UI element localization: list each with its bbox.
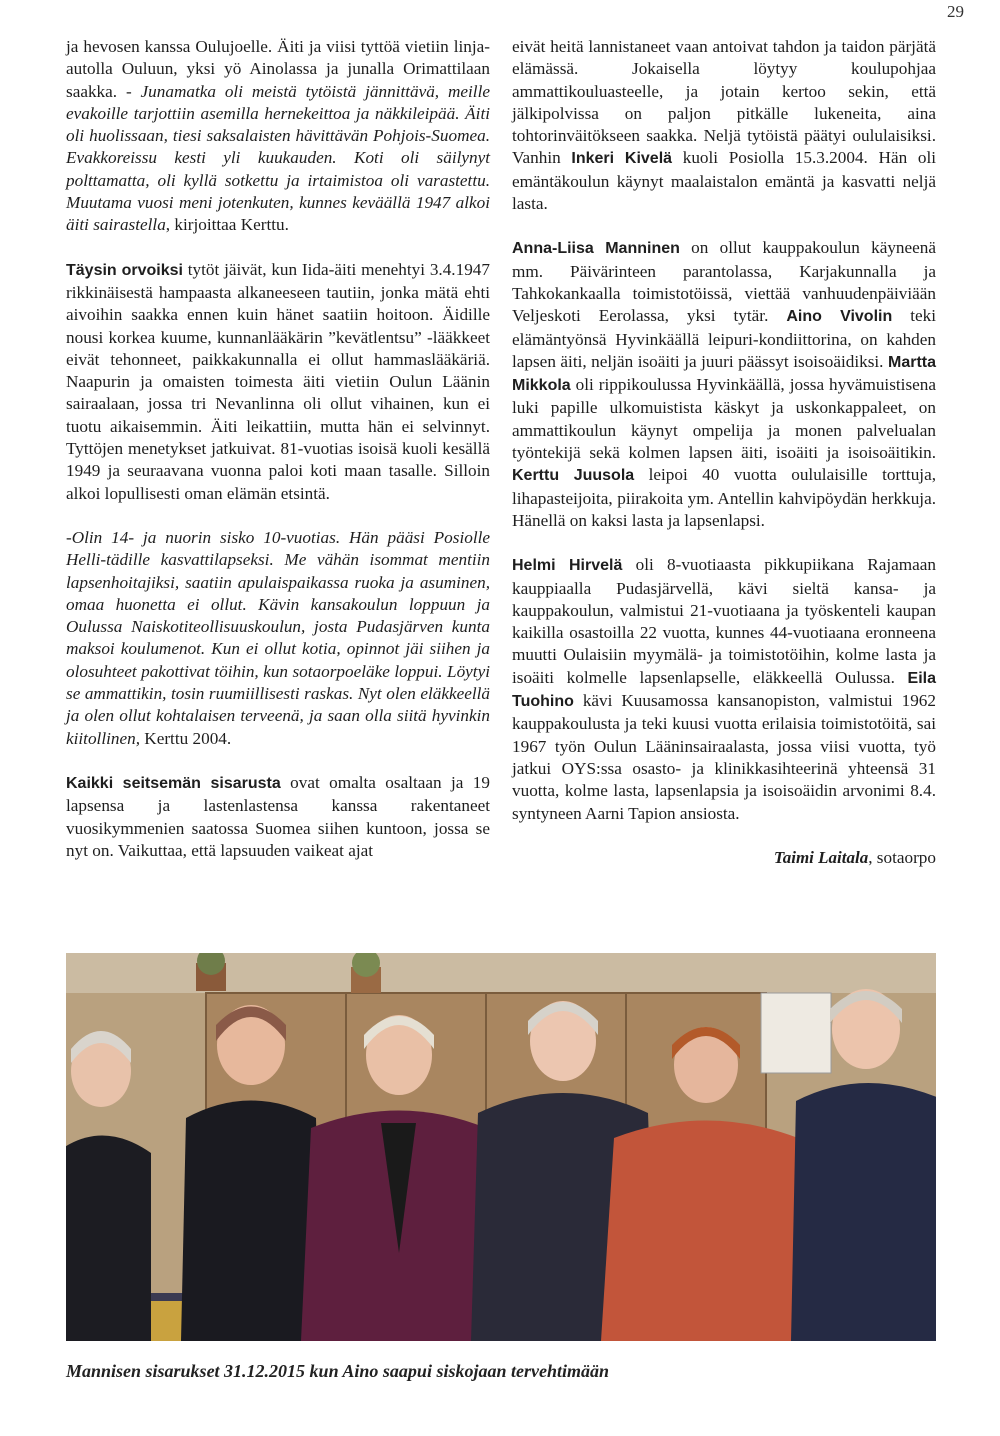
paragraph-evacuation	[66, 36, 490, 237]
text-run: oli rippikoulussa Hyvinkäällä, jossa hyvämuistisena luki papille ulkomuistista käskyt ja uskonkappaleet, on ammattikoulun käynyt ompelija ja monen palvelualan työntekijä sekä kolmen lapsen äiti, isoäiti ja isoisoäitikin.	[512, 375, 936, 463]
text-run: on ollut kauppakoulun käyneenä mm. Päivärinteen parantolassa, Karjakunnalla ja Tahkokankaalla toimistotöissä, viettää vanhuudenpäiviään Veljeskoti Eerolassa, yksi tytär.	[512, 238, 936, 326]
right-column	[512, 36, 936, 869]
text-run: ja hevosen kanssa Oulujoelle. Äiti ja viisi tyttöä vietiin linja-autolla Ouluun, yksi yö Ainolassa ja junalla Orimattilaan saakka. -	[66, 37, 490, 101]
paragraph-helmi-eila	[512, 554, 936, 825]
text-run: leipoi 40 vuotta oululaisille torttuja, lihapasteijoita, piirakoita ym. Antellin kahvipöydän herkkuja. Hänellä on kaksi lasta ja lapsenlapsi.	[512, 465, 937, 530]
lead-in-heading: Täysin orvoiksi	[66, 261, 183, 279]
paragraph-siblings	[66, 772, 490, 862]
paragraph-sisters	[512, 237, 936, 532]
author-signature	[512, 847, 936, 869]
person-name: Helmi Hirvelä	[512, 557, 623, 575]
person-name: Eila Tuohino	[512, 669, 936, 711]
text-run: eivät heitä lannistaneet vaan antoivat tahdon ja taidon pärjätä elämässä. Jokaisella löytyy koulupohjaa ammattikouluasteelle, ja jotain kertoo sekin, että jälkipolvissa on paljon pitkälle lukeneita, aina tohtorinväitökseen saakka. Neljä tytöistä päätyi oululaisiksi. Vanhin	[512, 37, 936, 168]
person-name: Aino Vivolin	[786, 308, 893, 326]
page-number: 29	[947, 2, 964, 21]
quote-run: Junamatka oli meistä tytöistä jännittävä, meille evakoille tarjottiin asemilla hernekeittoa ja näkkileipää. Äiti oli huolissaan, tiesi saksalaisten hävittävän Pohjois-Suomea. Evakkoreissu kesti yli kuukauden. Koti oli säilynyt polttamatta, oli kyllä sotkettu ja irtaimistoa oli varastettu. Muutama vuosi meni jotenkuten, kunnes keväällä 1947 alkoi äiti sairastella	[66, 81, 490, 235]
person-name: Inkeri Kivelä	[571, 150, 673, 168]
text-run: , kirjoittaa Kerttu.	[165, 215, 289, 235]
group-photo	[66, 953, 936, 1341]
paragraph-orphans	[66, 259, 490, 505]
left-column	[66, 36, 490, 884]
person-name: Anna-Liisa Manninen	[512, 240, 680, 258]
quote-run: -Olin 14- ja nuorin sisko 10-vuotias. Hän pääsi Posiolle Helli-tädille kasvattilapseksi. Me vähän isommat mentiin lapsenhoitajiksi, saatiin apulaispaikassa ruoka ja asuminen, omaa huonetta ei ollut. Kävin kansakoulun loppuun ja Oulussa Naiskotiteollisuuskoulun, josta Pudasjärven kunta maksoi koulumenot. Kun ei ollut kotia, opinnot jäi siihen ja olosuhteet pakottivat töihin, kun sotaorpoeläke loppui. Löytyi se ammattikin, tosin ruumiillisesti raskas. Nyt olen eläkkeellä ja olen ollut kohtalaisen terveenä, ja saan olla siitä hyvinkin kiitollinen,	[66, 527, 490, 748]
photo-caption: Mannisen sisarukset 31.12.2015 kun Aino saapui siskojaan tervehtimään	[66, 1361, 609, 1381]
paragraph-quote	[66, 527, 490, 750]
author-role: , sotaorpo	[868, 847, 936, 867]
lead-in-heading: Kaikki seitsemän sisarusta	[66, 774, 281, 792]
paragraph-inkeri	[512, 36, 936, 215]
text-run: ovat omalta osaltaan ja 19 lapsensa ja lastenlastensa kanssa rakentaneet vuosikymmenien saatossa Suomea siihen kuntoon, jossa se nyt on. Vaikuttaa, että lapsuuden vaikeat ajat	[66, 772, 490, 860]
text-run: oli 8-vuotiaasta pikkupiikana Rajamaan kauppiaalla Pudasjärvellä, kävi sieltä kansa- ja kauppakoulun, valmistui 21-vuotiaana ja työskenteli kaupan kaikilla osastoilla 22 vuotta, kunnes 44-vuotiaana eronneena muutti Oulaisiin myymälä- ja toimistotöihin, kolme lasta ja isoäiti kolmelle lapsenlapselle, eläkkeellä Oulussa.	[512, 555, 936, 687]
text-run: Kerttu 2004.	[140, 728, 232, 748]
text-run: teki elämäntyönsä Hyvinkäällä leipuri-kondiittorina, on kahden lapsen äiti, neljän isoäiti ja juuri päässyt isoisoäidiksi.	[512, 306, 937, 371]
text-run: kävi Kuusamossa kansanopiston, valmistui 1962 kauppakoulusta ja teki kuusi vuotta erilaisia toimistotöitä, sai 1967 työn Oulun Lääninsairaalasta, jossa viisi vuotta, työ jatkui OYS:ssa osasto- ja klinikkasihteerinä yhteensä 31 vuotta, kolme lasta, lapsenlapsia ja isoisoäidin arvonimi 8.4. syntyneen Aarni Tapion ansiosta.	[512, 691, 936, 823]
person-name: Kerttu Juusola	[512, 467, 635, 485]
text-run: kuoli Posiolla 15.3.2004. Hän oli emäntäkoulun käynyt maalaistalon emäntä ja kasvatti neljä lasta.	[512, 148, 936, 214]
author-name: Taimi Laitala	[773, 847, 869, 867]
person-name: Martta Mikkola	[512, 353, 936, 395]
text-run: tytöt jäivät, kun Iida-äiti menehtyi 3.4.1947 rikkinäisestä hampaasta alkaneeseen tautiin, jonka mätä ehti aivoihin saakka ennen kuin hänet saatiin hoitoon. Äidille nousi korkea kuume, kunnanlääkärin ”kevätlentsu” -lääkkeet eivät tehonneet, paikkakunnalla ei ollut hammaslääkäriä. Naapurin ja omaisten toimesta äiti vietiin Oulun Läänin sairaalaan, jossa tri Nevanlinna oli ollut vihainen, kun ei tuotu aikaisemmin. Äiti leikattiin, mutta hän ei selvinnyt. Tyttöjen menetykset jatkuivat. 81-vuotias isoisä kuoli kesällä 1949 ja seuraavana vuonna paloi koti maan tasalle. Silloin alkoi lopullisesti oman elämän etsintä.	[66, 259, 490, 503]
photo-illustration	[66, 953, 936, 1341]
